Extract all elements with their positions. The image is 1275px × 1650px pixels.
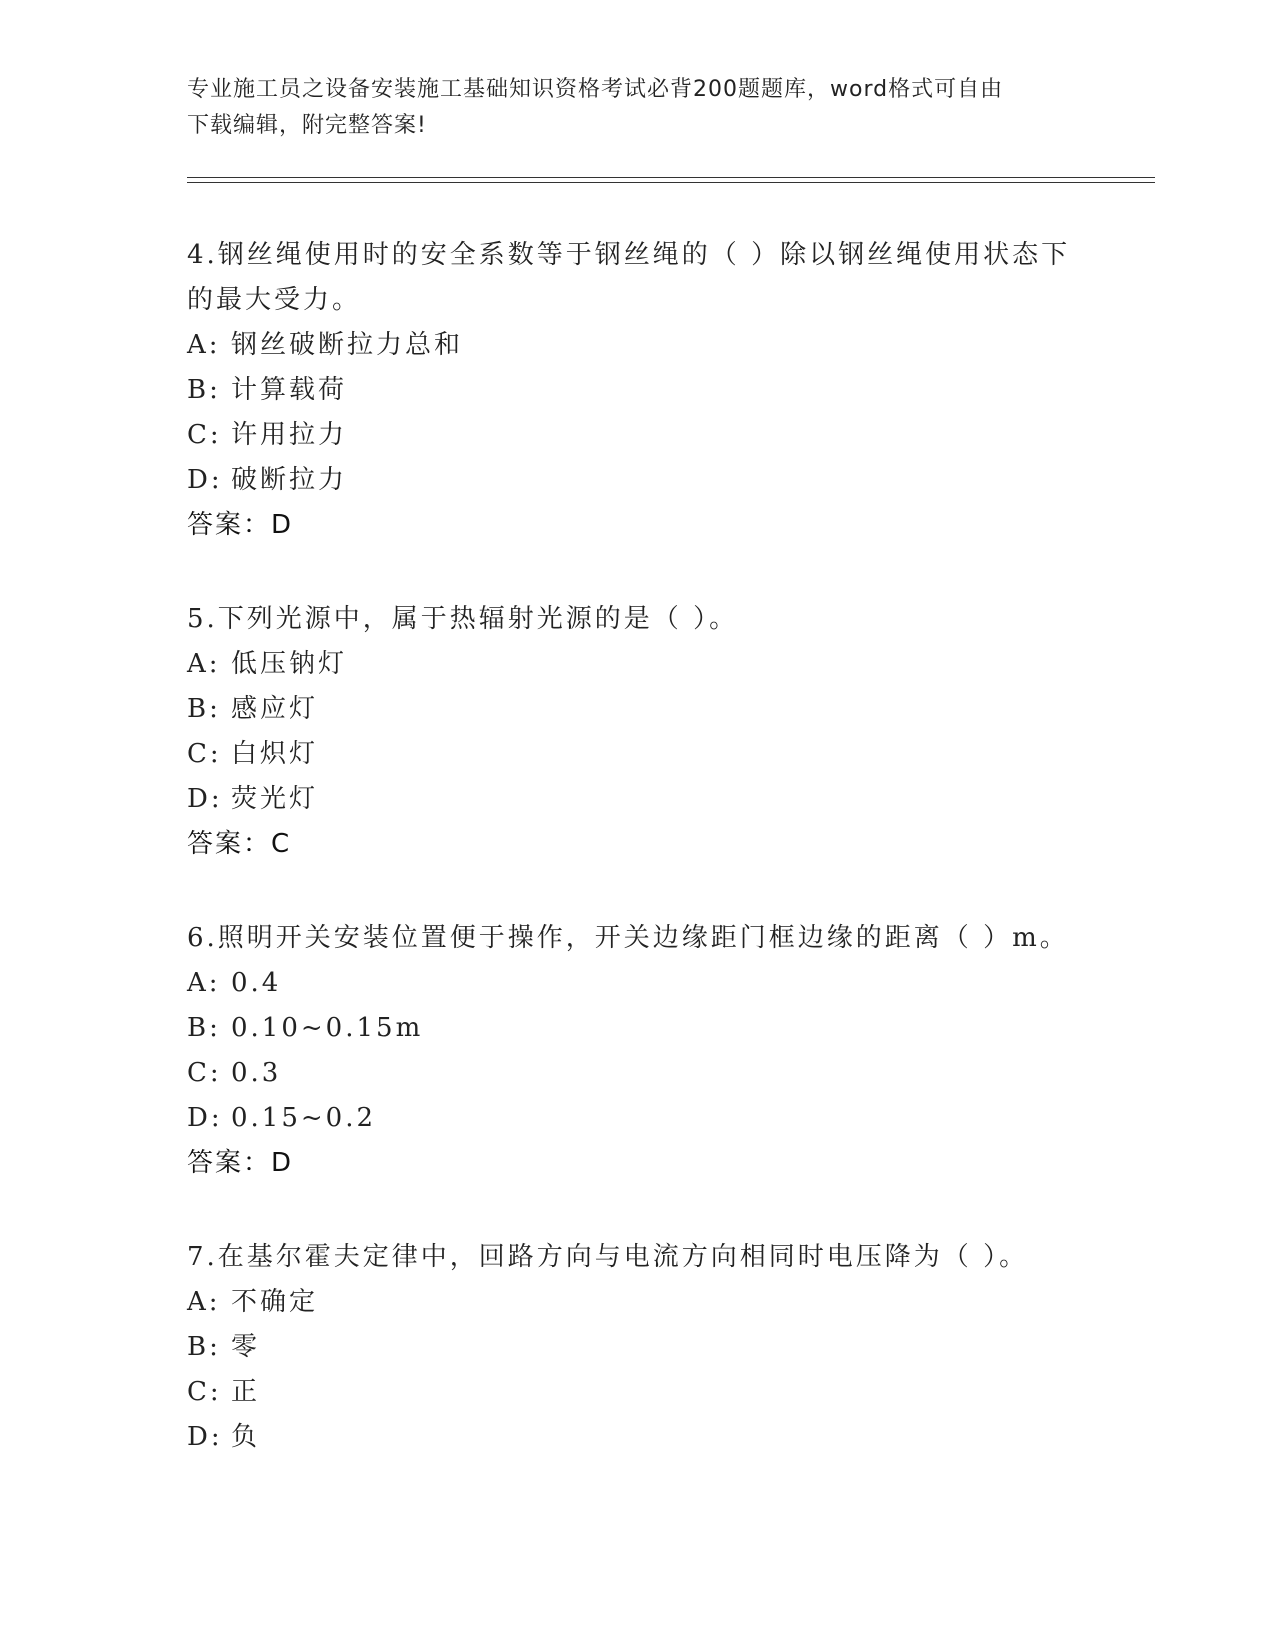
option-text: 荧光灯 (231, 784, 319, 814)
header-divider-top (187, 177, 1155, 178)
option-a (187, 323, 1087, 368)
option-a (187, 961, 1087, 1006)
document-header (187, 72, 1067, 144)
option-d (187, 458, 1087, 503)
option-letter: A: (187, 1287, 221, 1317)
option-d (187, 1096, 1087, 1141)
option-letter: C: (187, 420, 222, 450)
option-letter: D: (187, 465, 223, 495)
question-text: 7.在基尔霍夫定律中，回路方向与电流方向相同时电压降为（ ）。 (187, 1242, 1029, 1272)
answer: 答案：C (187, 829, 292, 859)
question-text: 4.钢丝绳使用时的安全系数等于钢丝绳的（ ）除以钢丝绳使用状态下 (187, 240, 1071, 270)
question-7 (187, 1235, 1087, 1460)
option-text: 0.10~0.15m (231, 1013, 424, 1043)
option-a (187, 1280, 1087, 1325)
option-text: 许用拉力 (231, 420, 348, 450)
option-letter: A: (187, 649, 221, 679)
option-letter: D: (187, 1422, 223, 1452)
option-a (187, 642, 1087, 687)
option-text: 0.4 (231, 968, 282, 998)
option-letter: A: (187, 968, 221, 998)
question-text-continued: 的最大受力。 (187, 285, 362, 315)
option-text: 正 (231, 1377, 261, 1407)
option-text: 不确定 (231, 1287, 319, 1317)
option-letter: C: (187, 739, 222, 769)
header-divider-bottom (187, 182, 1155, 183)
option-text: 低压钠灯 (231, 649, 348, 679)
option-text: 钢丝破断拉力总和 (231, 330, 464, 360)
header-line-2: 下载编辑，附完整答案! (187, 113, 427, 138)
option-text: 0.3 (231, 1058, 282, 1088)
header-line-1: 专业施工员之设备安装施工基础知识资格考试必背200题题库，word格式可自由 (187, 77, 1004, 102)
option-text: 白炽灯 (231, 739, 319, 769)
option-b (187, 687, 1087, 732)
option-text: 感应灯 (231, 694, 319, 724)
option-b (187, 1325, 1087, 1370)
option-b (187, 1006, 1087, 1051)
option-letter: A: (187, 330, 221, 360)
option-c (187, 1051, 1087, 1096)
option-text: 零 (231, 1332, 261, 1362)
option-text: 负 (231, 1422, 261, 1452)
option-letter: C: (187, 1058, 222, 1088)
option-d (187, 777, 1087, 822)
option-letter: C: (187, 1377, 222, 1407)
option-text: 破断拉力 (231, 465, 348, 495)
option-letter: B: (187, 1013, 221, 1043)
option-c (187, 732, 1087, 777)
option-text: 计算载荷 (231, 375, 348, 405)
option-letter: B: (187, 694, 221, 724)
option-letter: D: (187, 1103, 223, 1133)
option-letter: D: (187, 784, 223, 814)
option-d (187, 1415, 1087, 1460)
question-6 (187, 916, 1087, 1186)
question-5 (187, 597, 1087, 867)
question-text: 6.照明开关安装位置便于操作，开关边缘距门框边缘的距离（ ）m。 (187, 923, 1069, 953)
option-text: 0.15~0.2 (231, 1103, 377, 1133)
option-letter: B: (187, 375, 221, 405)
question-4 (187, 233, 1087, 548)
answer: 答案：D (187, 510, 294, 540)
option-letter: B: (187, 1332, 221, 1362)
option-c (187, 413, 1087, 458)
option-c (187, 1370, 1087, 1415)
answer: 答案：D (187, 1148, 294, 1178)
question-text: 5.下列光源中，属于热辐射光源的是（ ）。 (187, 604, 739, 634)
option-b (187, 368, 1087, 413)
